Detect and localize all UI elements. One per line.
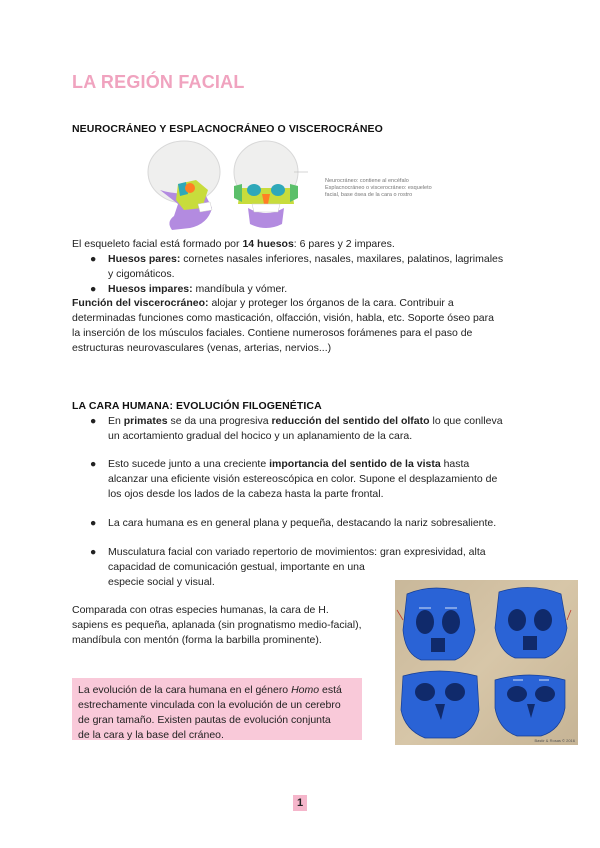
page-title: LA REGIÓN FACIAL	[72, 72, 245, 92]
bullet-bold: primates	[123, 415, 168, 427]
funcion-line: estructuras neurovasculares (venas, arterias, nervios...)	[72, 342, 332, 354]
bullet-dot: ●	[90, 546, 97, 558]
bullet-text: un acortamiento gradual del hocico y un aplanamiento de la cara.	[108, 430, 413, 442]
bullet-text: hasta	[440, 458, 470, 470]
bullet-text: mandíbula y vómer.	[192, 283, 288, 295]
funcion-line: la inserción de los músculos faciales. Contiene numerosos forámenes para el paso de	[72, 327, 473, 339]
bullet-text: cornetes nasales inferiores, nasales, maxilares, palatinos, lagrimales	[180, 253, 504, 265]
intro-text-end: : 6 pares y 2 impares.	[293, 238, 395, 250]
bullet-text: Esto sucede junto a una creciente	[108, 458, 270, 470]
bullet-text: los ojos desde los lados de la cabeza hasta la parte frontal.	[108, 488, 384, 500]
legend-line: facial, base ósea de la cara o rostro	[325, 192, 413, 198]
box-text: estrechamente vinculada con la evolución de un cerebro	[78, 699, 341, 711]
bullet-bold: Huesos impares:	[108, 283, 193, 295]
intro-paragraph	[72, 237, 395, 252]
funcion-paragraph	[72, 296, 494, 356]
bullet-bold: importancia del sentido de la vista	[269, 458, 441, 470]
bullet-dot: ●	[90, 517, 97, 529]
intro-bold: 14 huesos	[242, 238, 294, 250]
bullet-dot: ●	[90, 458, 97, 470]
funcion-line: alojar y proteger los órganos de la cara. Contribuir a	[208, 297, 454, 309]
bullet-text: Musculatura facial con variado repertorio de movimientos: gran expresividad, alta	[108, 546, 486, 558]
bullet-text: capacidad de comunicación gestual, importante en una	[108, 561, 365, 573]
bullet-text: y cigomáticos.	[108, 268, 175, 280]
bullet-text: En	[108, 415, 124, 427]
page-number: 1	[293, 795, 307, 811]
funcion-line: determinadas funciones como masticación, olfacción, visión, habla, etc. Soporte óseo para	[72, 312, 494, 324]
bullet-dot: ●	[90, 253, 97, 265]
figure-credit: Bastir & Rosas © 2016	[534, 738, 575, 743]
comparada-line: sapiens es pequeña, aplanada (sin prognatismo medio-facial),	[72, 619, 362, 631]
bullet-text: alcanzar una eficiente visión estereoscópica en color. Supone el desplazamiento de	[108, 473, 498, 485]
figure-legend	[325, 178, 432, 199]
legend-line: Esplacnocráneo o viscerocráneo: esqueleto	[325, 185, 432, 191]
skull-lateral-illustration	[148, 141, 220, 230]
box-text: La evolución de la cara humana en el género	[78, 684, 292, 696]
box-text: está	[319, 684, 342, 696]
section-heading-neurocraneo: NEUROCRÁNEO Y ESPLACNOCRÁNEO O VISCEROCRÁNEO	[72, 123, 383, 135]
funcion-bold: Función del viscerocráneo:	[72, 297, 209, 309]
comparada-line: mandíbula con mentón (forma la barbilla prominente).	[72, 634, 322, 646]
bullet-bold: reducción del sentido del olfato	[271, 415, 430, 427]
box-text: de la cara y la base del cráneo.	[78, 729, 224, 741]
skull-comparison-figure	[395, 580, 578, 745]
bullet-dot: ●	[90, 415, 97, 427]
highlight-box	[72, 678, 362, 740]
box-text: de gran tamaño. Existen pautas de evolución conjunta	[78, 714, 331, 726]
bullet-text: especie social y visual.	[108, 576, 215, 588]
bullet-text: lo que conlleva	[429, 415, 503, 427]
comparada-paragraph	[72, 603, 362, 648]
skull-figure	[138, 138, 308, 234]
bullet-dot: ●	[90, 283, 97, 295]
bullet-text: se da una progresiva	[167, 415, 272, 427]
box-italic: Homo	[291, 684, 320, 696]
section-heading-evolucion: LA CARA HUMANA: EVOLUCIÓN FILOGENÉTICA	[72, 400, 322, 412]
skull-frontal-illustration	[234, 141, 308, 228]
intro-text: El esqueleto facial está formado por	[72, 238, 243, 250]
skull-comparison-illustration	[395, 580, 578, 745]
legend-line: Neurocráneo: contiene al encéfalo	[325, 178, 409, 184]
bullet-text: La cara humana es en general plana y pequeña, destacando la nariz sobresaliente.	[108, 517, 497, 529]
bullet-bold: Huesos pares:	[108, 253, 181, 265]
comparada-line: Comparada con otras especies humanas, la cara de H.	[72, 604, 329, 616]
